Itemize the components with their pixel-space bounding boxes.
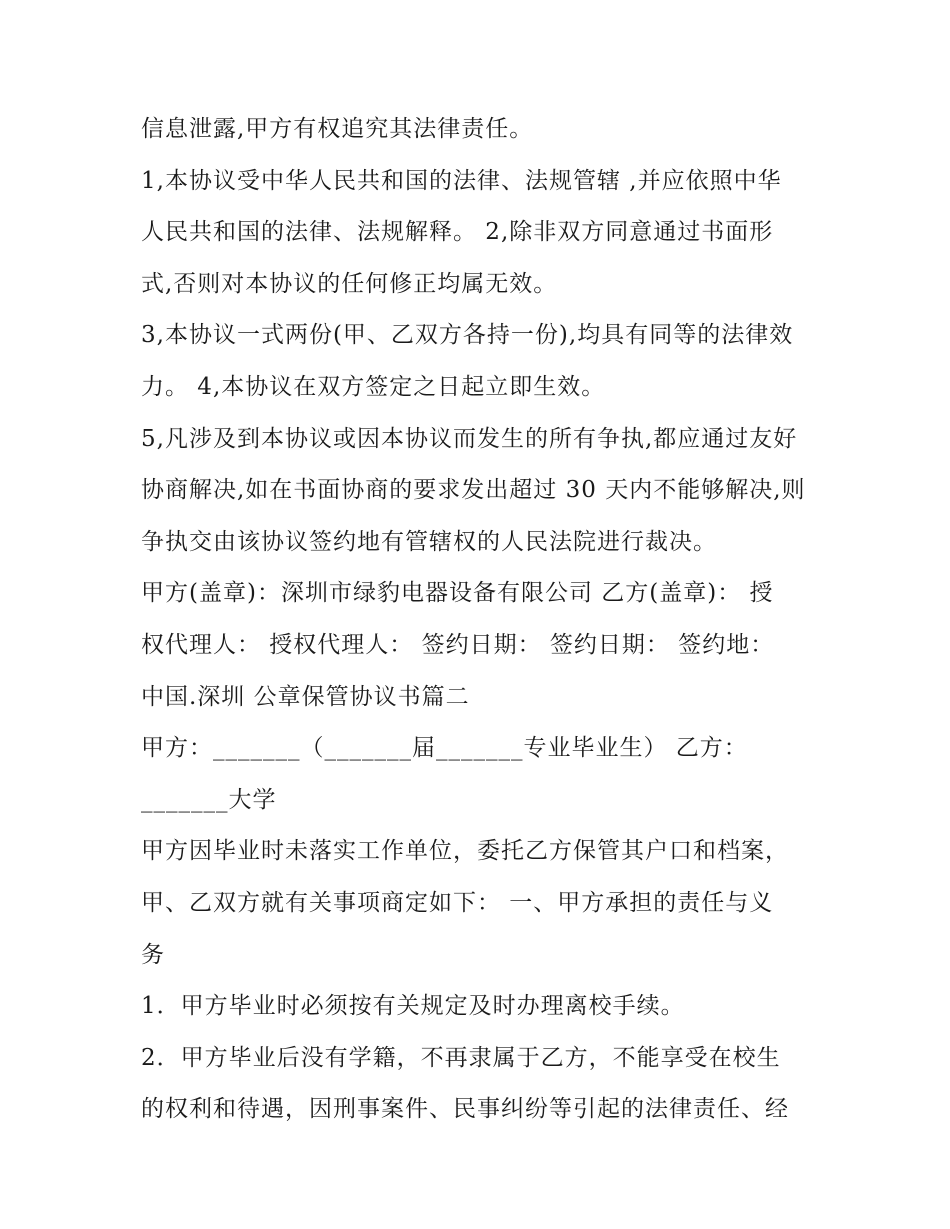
- party-line: 甲方：_______（_______届_______专业毕业生） 乙方：: [141, 735, 748, 762]
- signature-line: 甲方(盖章)：深圳市绿豹电器设备有限公司 乙方(盖章)： 授: [141, 580, 774, 607]
- paragraph-line: 协商解决,如在书面协商的要求发出超过 30 天内不能够解决,则: [141, 477, 806, 504]
- party-line: _______大学: [141, 786, 277, 813]
- paragraph-line: 务: [141, 941, 165, 968]
- paragraph-line: 3,本协议一式两份(甲、乙双方各持一份),均具有同等的法律效: [141, 322, 794, 349]
- paragraph-line: 争执交由该协议签约地有管辖权的人民法院进行裁决。: [141, 528, 717, 555]
- document-body: [141, 104, 841, 1136]
- paragraph-line: 甲、乙双方就有关事项商定如下： 一、甲方承担的责任与义: [141, 889, 774, 916]
- paragraph-line: 的权利和待遇，因刑事案件、民事纠纷等引起的法律责任、经: [141, 1096, 789, 1123]
- paragraph-line: 信息泄露,甲方有权追究其法律责任。: [141, 116, 534, 142]
- paragraph-line: 甲方因毕业时未落实工作单位，委托乙方保管其户口和档案，: [141, 838, 789, 865]
- list-item: 1．甲方毕业时必须按有关规定及时办理离校手续。: [141, 993, 685, 1020]
- paragraph-line: 5,凡涉及到本协议或因本协议而发生的所有争执,都应通过友好: [141, 425, 798, 452]
- paragraph-line: 1,本协议受中华人民共和国的法律、法规管辖 ,并应依照中华: [141, 167, 782, 194]
- paragraph-line: 人民共和国的法律、法规解释。 2,除非双方同意通过书面形: [141, 219, 774, 246]
- list-item: 2．甲方毕业后没有学籍，不再隶属于乙方，不能享受在校生: [141, 1044, 781, 1071]
- section-title: 中国.深圳 公章保管协议书篇二: [141, 683, 470, 710]
- signature-line: 权代理人： 授权代理人： 签约日期： 签约日期： 签约地：: [141, 631, 775, 658]
- paragraph-line: 式,否则对本协议的任何修正均属无效。: [141, 270, 558, 297]
- paragraph-line: 力。 4,本协议在双方签定之日起立即生效。: [141, 373, 606, 400]
